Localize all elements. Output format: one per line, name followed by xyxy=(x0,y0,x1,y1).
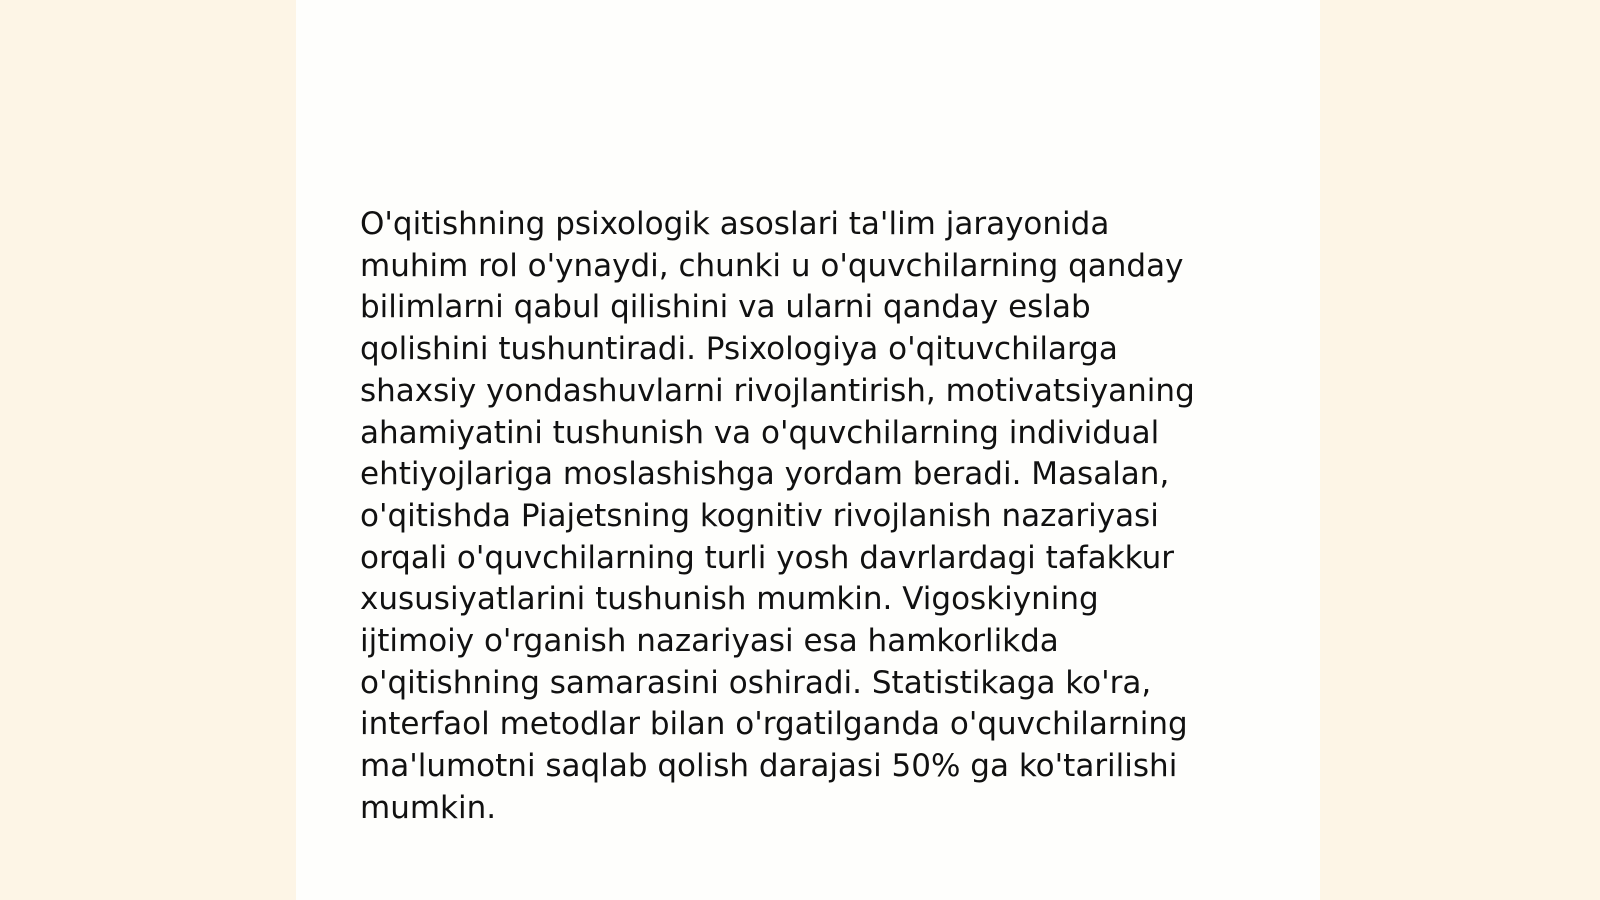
paragraph-line: ahamiyatini tushunish va o'quvchilarning individual xyxy=(360,414,1160,451)
paragraph-line: O'qitishning psixologik asoslari ta'lim jarayonida xyxy=(360,206,1110,242)
paragraph-line: ma'lumotni saqlab qolish darajasi 50% ga ko'tarilishi xyxy=(360,748,1178,785)
paragraph-line: shaxsiy yondashuvlarni rivojlantirish, motivatsiyaning xyxy=(360,372,1195,409)
paragraph-line: ehtiyojlariga moslashishga yordam beradi. Masalan, xyxy=(360,456,1170,493)
paragraph-line: bilimlarni qabul qilishini va ularni qanday eslab xyxy=(360,289,1091,326)
body-paragraph xyxy=(360,204,1260,830)
paragraph-line: muhim rol o'ynaydi, chunki u o'quvchilarning qanday xyxy=(360,247,1184,284)
paragraph-line: mumkin. xyxy=(360,789,497,826)
paragraph-line: o'qitishning samarasini oshiradi. Statistikaga ko'ra, xyxy=(360,664,1152,701)
paragraph-line: ijtimoiy o'rganish nazariyasi esa hamkorlikda xyxy=(360,623,1059,660)
document-page xyxy=(296,0,1320,900)
paragraph-line: o'qitishda Piajetsning kognitiv rivojlanish nazariyasi xyxy=(360,497,1159,534)
paragraph-line: qolishini tushuntiradi. Psixologiya o'qituvchilarga xyxy=(360,331,1118,368)
paragraph-line: orqali o'quvchilarning turli yosh davrlardagi tafakkur xyxy=(360,539,1175,576)
paragraph-line: xususiyatlarini tushunish mumkin. Vigoskiyning xyxy=(360,581,1099,618)
paragraph-line: interfaol metodlar bilan o'rgatilganda o'quvchilarning xyxy=(360,706,1188,743)
